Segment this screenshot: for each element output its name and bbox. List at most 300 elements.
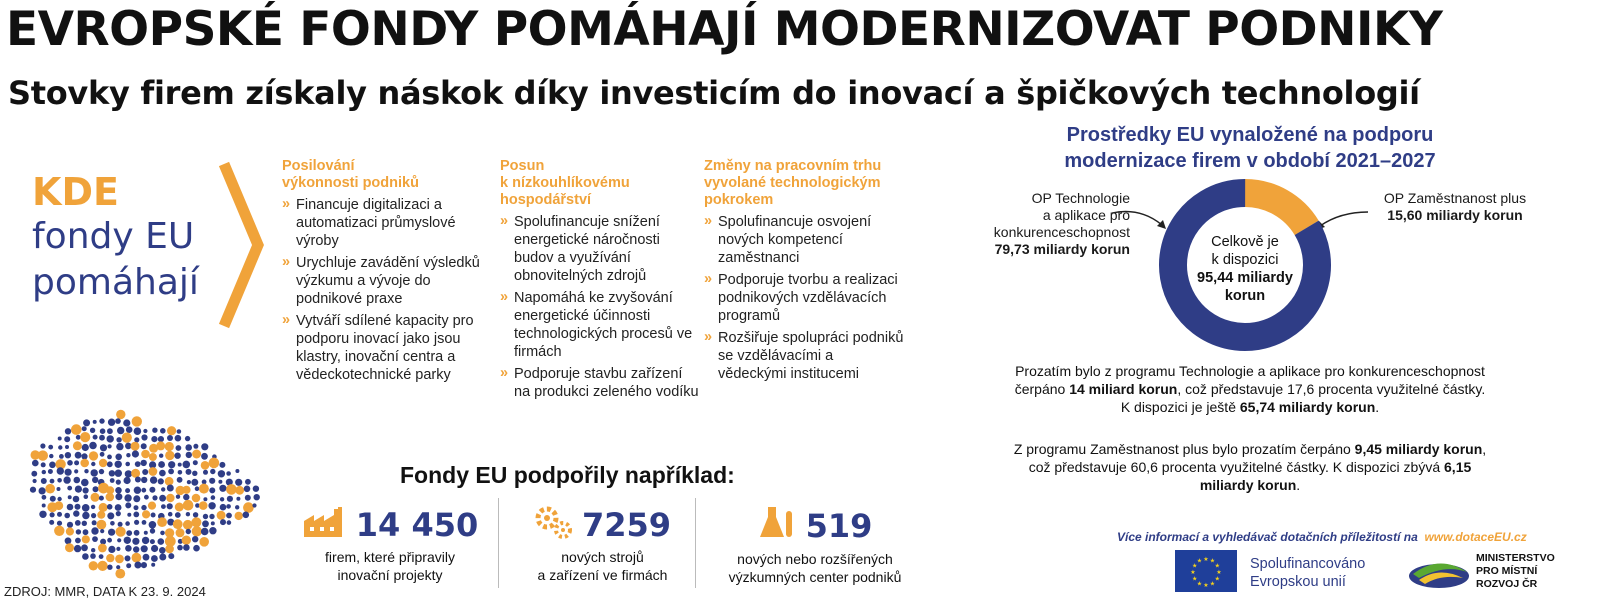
map-dot xyxy=(107,538,112,543)
map-dot xyxy=(175,503,184,512)
map-dot xyxy=(31,471,37,477)
map-dot xyxy=(82,553,89,560)
map-dot xyxy=(91,505,95,509)
map-dot xyxy=(118,522,123,527)
map-dot xyxy=(210,469,215,474)
map-dot xyxy=(125,521,130,526)
map-dot xyxy=(48,469,53,474)
map-dot xyxy=(67,504,74,511)
map-dot xyxy=(74,469,78,473)
eu-star-icon: ★ xyxy=(1214,576,1220,583)
map-dot xyxy=(82,521,87,526)
map-dot xyxy=(220,497,224,501)
map-dot xyxy=(115,569,125,579)
map-dot xyxy=(92,536,98,542)
map-dot xyxy=(186,452,192,458)
map-dot xyxy=(132,416,142,426)
map-dot xyxy=(57,487,61,491)
stat-firms: 14 450 firem, které připravily inovační projekty xyxy=(290,505,490,584)
gears-icon xyxy=(534,505,574,544)
map-dot xyxy=(76,435,81,440)
map-dot xyxy=(107,512,114,519)
map-dot xyxy=(57,521,62,526)
kde-label: KDE xyxy=(32,170,119,214)
map-dot xyxy=(176,445,182,451)
map-dot xyxy=(150,539,155,544)
map-dot xyxy=(125,502,131,508)
map-dot xyxy=(39,487,46,494)
map-dot xyxy=(126,563,131,568)
map-dot xyxy=(209,487,215,493)
funds-title: Prostředky EU vynaložené na podporu modernizace firem v období 2021–2027 xyxy=(1064,124,1436,172)
map-dot xyxy=(65,537,72,544)
map-dot xyxy=(97,520,107,530)
map-dot xyxy=(159,547,166,554)
donut-center-text: Celkově je k dispozici 95,44 miliardy korun xyxy=(1197,234,1293,304)
map-dot xyxy=(168,461,175,468)
map-dot xyxy=(161,487,165,491)
dotace-link[interactable]: www.dotaceEU.cz xyxy=(1424,530,1527,544)
map-dot xyxy=(82,444,89,451)
map-dot xyxy=(57,497,61,501)
map-dot xyxy=(74,477,81,484)
map-dot xyxy=(141,477,147,483)
map-dot xyxy=(193,545,200,552)
eu-star-icon: ★ xyxy=(1192,576,1198,583)
map-dot xyxy=(98,544,107,553)
map-dot xyxy=(235,469,239,473)
divider xyxy=(498,498,499,588)
map-dot xyxy=(99,435,105,441)
map-dot xyxy=(124,537,131,544)
map-dot xyxy=(159,495,166,502)
map-dot xyxy=(235,486,244,495)
map-dot xyxy=(124,477,131,484)
map-dot xyxy=(219,485,226,492)
map-dot xyxy=(227,496,233,502)
map-dot xyxy=(150,476,157,483)
map-dot xyxy=(142,520,147,525)
source-note: ZDROJ: MMR, DATA K 23. 9. 2024 xyxy=(4,584,206,599)
map-dot xyxy=(42,495,47,500)
map-dot xyxy=(159,470,166,477)
map-dot xyxy=(66,527,74,535)
map-dot xyxy=(107,435,114,442)
map-dot xyxy=(91,462,95,466)
map-dot xyxy=(173,519,183,529)
map-dot xyxy=(107,565,112,570)
column-heading: Posilování výkonnosti podniků xyxy=(282,158,419,191)
map-dot xyxy=(149,467,158,476)
list-item: » Financuje digitalizaci a automatizaci průmyslové výroby xyxy=(282,196,482,250)
map-dot xyxy=(108,444,112,448)
map-dot xyxy=(158,478,164,484)
map-dot xyxy=(107,461,113,467)
map-dot xyxy=(125,462,130,467)
eu-star-icon: ★ xyxy=(1214,563,1220,570)
map-dot xyxy=(93,486,99,492)
map-dot xyxy=(109,470,115,476)
map-dot xyxy=(106,554,114,562)
map-dot xyxy=(57,478,62,483)
chevron-right-icon xyxy=(218,160,268,330)
map-dot xyxy=(141,488,146,493)
map-dot xyxy=(126,453,130,457)
map-dot xyxy=(64,513,70,519)
more-info-line: Více informací a vyhledávač dotačních příležitostí na www.dotaceEU.cz xyxy=(1117,530,1527,544)
map-dot xyxy=(186,469,192,475)
map-dot xyxy=(235,479,242,486)
map-dot xyxy=(226,513,232,519)
map-dot xyxy=(116,480,121,485)
map-dot xyxy=(187,480,191,484)
map-dot xyxy=(159,554,166,561)
paragraph-technologie: Prozatím bylo z programu Technologie a aplikace pro konkurenceschopnost čerpáno 14 miliard korun, což představuje 17,6 procenta využitelné částky. K dispozici je ještě 65,74 miliardy korun. xyxy=(1014,363,1486,415)
map-dot xyxy=(100,529,104,533)
map-dot xyxy=(217,511,226,520)
map-dot xyxy=(177,429,182,434)
map-dot xyxy=(80,459,89,468)
map-dot xyxy=(203,514,208,519)
map-dot xyxy=(143,554,150,561)
map-dot xyxy=(243,502,254,513)
map-dot xyxy=(151,563,155,567)
map-dot xyxy=(50,496,56,502)
map-dot xyxy=(199,484,209,494)
map-dot xyxy=(142,510,150,518)
map-dot xyxy=(82,426,87,431)
examples-title: Fondy EU podpořily například: xyxy=(400,462,735,488)
map-dot xyxy=(211,495,216,500)
map-dot xyxy=(67,460,73,466)
map-dot xyxy=(133,495,140,502)
map-dot xyxy=(99,496,104,501)
eu-star-icon: ★ xyxy=(1203,583,1209,589)
kde-line2: fondy EU xyxy=(32,216,195,257)
map-dot xyxy=(149,521,157,529)
map-dot xyxy=(134,427,142,435)
map-dot xyxy=(144,531,148,535)
map-dot xyxy=(83,419,90,426)
map-dot xyxy=(89,451,98,460)
lab-flask-icon xyxy=(758,505,798,546)
map-dot xyxy=(115,555,124,564)
map-dot xyxy=(73,441,82,450)
map-dot xyxy=(201,443,208,450)
map-dot xyxy=(81,453,87,459)
map-dot xyxy=(134,562,141,569)
map-dot xyxy=(41,478,47,484)
map-dot xyxy=(82,535,90,543)
map-dot xyxy=(125,555,131,561)
map-dot xyxy=(50,512,55,517)
map-dot xyxy=(125,488,130,493)
map-dot xyxy=(168,512,173,517)
czech-map-dots-illustration xyxy=(20,405,270,580)
map-dot xyxy=(74,545,81,552)
map-dot xyxy=(185,444,192,451)
map-dot xyxy=(33,479,37,483)
map-dot xyxy=(117,427,124,434)
map-dot xyxy=(243,512,250,519)
map-dot xyxy=(176,528,185,537)
map-dot xyxy=(186,529,191,534)
map-dot xyxy=(97,511,105,519)
map-dot xyxy=(211,521,215,525)
map-dot xyxy=(90,428,95,433)
map-dot xyxy=(254,494,260,500)
map-dot xyxy=(220,504,227,511)
map-dot xyxy=(99,503,108,512)
map-dot xyxy=(158,436,164,442)
map-dot xyxy=(149,487,155,493)
map-dot xyxy=(115,454,122,461)
map-dot xyxy=(108,546,115,553)
map-dot xyxy=(183,520,193,530)
map-dot xyxy=(45,484,55,494)
map-dot xyxy=(98,561,108,571)
map-dot xyxy=(82,512,89,519)
map-dot xyxy=(107,455,112,460)
map-dot xyxy=(235,512,243,520)
map-dot xyxy=(134,505,139,510)
map-dot xyxy=(201,453,208,460)
eu-flag-logo xyxy=(1175,550,1237,592)
map-dot xyxy=(134,530,140,536)
map-dot xyxy=(144,495,149,500)
map-dot xyxy=(107,504,113,510)
map-dot xyxy=(116,437,121,442)
map-dot xyxy=(75,452,82,459)
map-dot xyxy=(141,460,147,466)
map-dot xyxy=(174,453,180,459)
mmr-text: MINISTERSTVO PRO MÍSTNÍ ROZVOJ ČR xyxy=(1476,552,1555,590)
map-dot xyxy=(100,444,107,451)
map-dot xyxy=(123,419,130,426)
map-dot xyxy=(236,497,240,501)
map-dot xyxy=(134,520,139,525)
map-dot xyxy=(41,462,46,467)
map-dot xyxy=(245,479,251,485)
map-dot xyxy=(116,565,120,569)
map-dot xyxy=(67,486,72,491)
map-dot xyxy=(107,428,113,434)
map-dot xyxy=(132,553,142,563)
map-dot xyxy=(245,495,251,501)
eu-star-icon: ★ xyxy=(1203,557,1209,563)
map-dot xyxy=(220,519,226,525)
map-dot xyxy=(75,504,81,510)
map-dot xyxy=(50,479,55,484)
map-dot xyxy=(58,445,62,449)
map-dot xyxy=(208,502,215,509)
map-dot xyxy=(115,504,122,511)
map-dot xyxy=(199,537,209,547)
kde-block xyxy=(32,170,199,306)
map-dot xyxy=(186,512,190,516)
map-dot xyxy=(209,478,215,484)
map-dot xyxy=(91,469,98,476)
map-dot xyxy=(178,463,182,467)
map-dot xyxy=(152,428,157,433)
eu-star-icon: ★ xyxy=(1196,581,1203,588)
label-op-zamestnanost: OP Zaměstnanost plus 15,60 miliardy korun xyxy=(1383,190,1527,223)
map-dot xyxy=(54,526,64,536)
map-dot xyxy=(122,433,132,443)
map-dot xyxy=(116,410,125,419)
map-dot xyxy=(177,477,183,483)
map-dot xyxy=(49,520,54,525)
map-dot xyxy=(89,561,98,570)
column-heading: Posun k nízkouhlíkovému hospodářství xyxy=(500,158,630,208)
map-dot xyxy=(159,454,163,458)
map-dot xyxy=(99,418,104,423)
map-dot xyxy=(32,460,39,467)
map-dot xyxy=(141,562,147,568)
divider xyxy=(695,498,696,588)
map-dot xyxy=(201,461,210,470)
map-dot xyxy=(218,470,225,477)
map-dot xyxy=(68,495,72,499)
map-dot xyxy=(148,502,156,510)
map-dot xyxy=(58,437,62,441)
eu-star-icon: ★ xyxy=(1209,558,1216,565)
map-dot xyxy=(84,494,89,499)
map-dot xyxy=(202,480,207,485)
map-dot xyxy=(151,513,156,518)
list-item: » Podporuje stavbu zařízení na produkci zeleného vodíku xyxy=(500,365,700,401)
map-dot xyxy=(192,536,198,542)
map-dot xyxy=(64,436,70,442)
map-dot xyxy=(125,470,132,477)
label-op-technologie: OP Technologie a aplikace pro konkurenceschopnost 79,73 miliardy korun xyxy=(993,190,1130,257)
stat-research-centers: 519 nových nebo rozšířených výzkumných center podniků xyxy=(728,506,902,585)
eu-star-icon: ★ xyxy=(1190,570,1196,576)
map-dot xyxy=(235,505,239,509)
map-dot xyxy=(151,436,157,442)
map-dot xyxy=(74,460,79,465)
map-dot xyxy=(110,478,115,483)
map-dot xyxy=(135,461,141,467)
column-lowcarbon xyxy=(500,158,700,401)
map-dot xyxy=(203,470,208,475)
map-dot xyxy=(161,504,166,509)
map-dot xyxy=(158,461,165,468)
map-dot xyxy=(219,462,225,468)
map-dot xyxy=(193,512,198,517)
map-dot xyxy=(178,470,183,475)
map-dot xyxy=(193,444,198,449)
map-dot xyxy=(59,454,64,459)
map-dot xyxy=(165,545,174,554)
map-dot xyxy=(157,517,167,527)
map-dot xyxy=(81,544,88,551)
map-dot xyxy=(92,477,98,483)
map-dot xyxy=(135,477,141,483)
map-dot xyxy=(133,546,139,552)
map-dot xyxy=(116,443,123,450)
list-item: » Urychluje zavádění výsledků výzkumu a vývoje do podnikové praxe xyxy=(282,254,482,308)
map-dot xyxy=(158,538,165,545)
eu-star-icon: ★ xyxy=(1216,570,1222,576)
map-dot xyxy=(99,554,104,559)
map-dot xyxy=(133,512,139,518)
map-dot xyxy=(160,428,166,434)
map-dot xyxy=(150,528,155,533)
map-dot xyxy=(115,418,121,424)
map-dot xyxy=(80,432,90,442)
map-dot xyxy=(99,469,104,474)
map-dot xyxy=(90,553,96,559)
map-dot xyxy=(116,527,126,537)
map-dot xyxy=(226,504,231,509)
stat-machines: 7259 nových strojů a zařízení ve firmách xyxy=(510,505,695,584)
map-dot xyxy=(183,461,191,469)
map-dot xyxy=(209,527,216,534)
map-dot xyxy=(115,493,122,500)
map-dot xyxy=(48,445,53,450)
factory-icon xyxy=(302,505,348,544)
map-dot xyxy=(226,484,237,495)
map-dot xyxy=(193,460,198,465)
map-dot xyxy=(191,517,201,527)
map-dot xyxy=(141,545,148,552)
map-dot xyxy=(141,434,147,440)
stat-value: 14 450 xyxy=(355,505,479,544)
map-dot xyxy=(182,486,190,494)
map-dot xyxy=(183,544,190,551)
list-item: » Rozšiřuje spolupráci podniků se vzdělávacími a vědeckými institucemi xyxy=(704,329,904,383)
map-dot xyxy=(83,529,89,535)
map-dot xyxy=(175,435,182,442)
map-dot xyxy=(100,428,106,434)
paragraph-zamestnanost: Z programu Zaměstnanost plus bylo prozatím čerpáno 9,45 miliardy korun, což představuje 60,6 procenta využitelné částky. K dispozici zbývá 6,15 miliardy korun. xyxy=(1013,441,1487,493)
map-dot xyxy=(209,458,220,469)
map-dot xyxy=(176,495,180,499)
map-dot xyxy=(57,512,62,517)
map-dot xyxy=(132,450,139,457)
map-dot xyxy=(65,428,71,434)
map-dot xyxy=(91,527,98,534)
map-dot xyxy=(127,513,131,517)
map-dot xyxy=(75,520,81,526)
map-dot xyxy=(99,459,107,467)
map-dot xyxy=(175,512,181,518)
map-dot xyxy=(65,469,72,476)
map-dot xyxy=(141,450,150,459)
map-dot xyxy=(226,471,231,476)
map-dot xyxy=(65,445,69,449)
map-dot xyxy=(149,453,157,461)
map-dot xyxy=(93,420,97,424)
map-dot xyxy=(76,529,81,534)
map-dot xyxy=(116,547,120,551)
map-dot xyxy=(252,503,256,507)
map-dot xyxy=(167,426,176,435)
map-dot xyxy=(199,501,208,510)
map-dot xyxy=(152,495,157,500)
list-item: » Spolufinancuje osvojení nových kompetencí zaměstnanci xyxy=(704,213,904,267)
map-dot xyxy=(253,486,259,492)
map-dot xyxy=(192,471,197,476)
map-dot xyxy=(49,454,53,458)
map-dot xyxy=(141,505,146,510)
map-dot xyxy=(75,538,81,544)
map-dot xyxy=(91,493,100,502)
map-dot xyxy=(65,543,74,552)
map-dot xyxy=(39,511,46,518)
map-dot xyxy=(124,494,131,501)
